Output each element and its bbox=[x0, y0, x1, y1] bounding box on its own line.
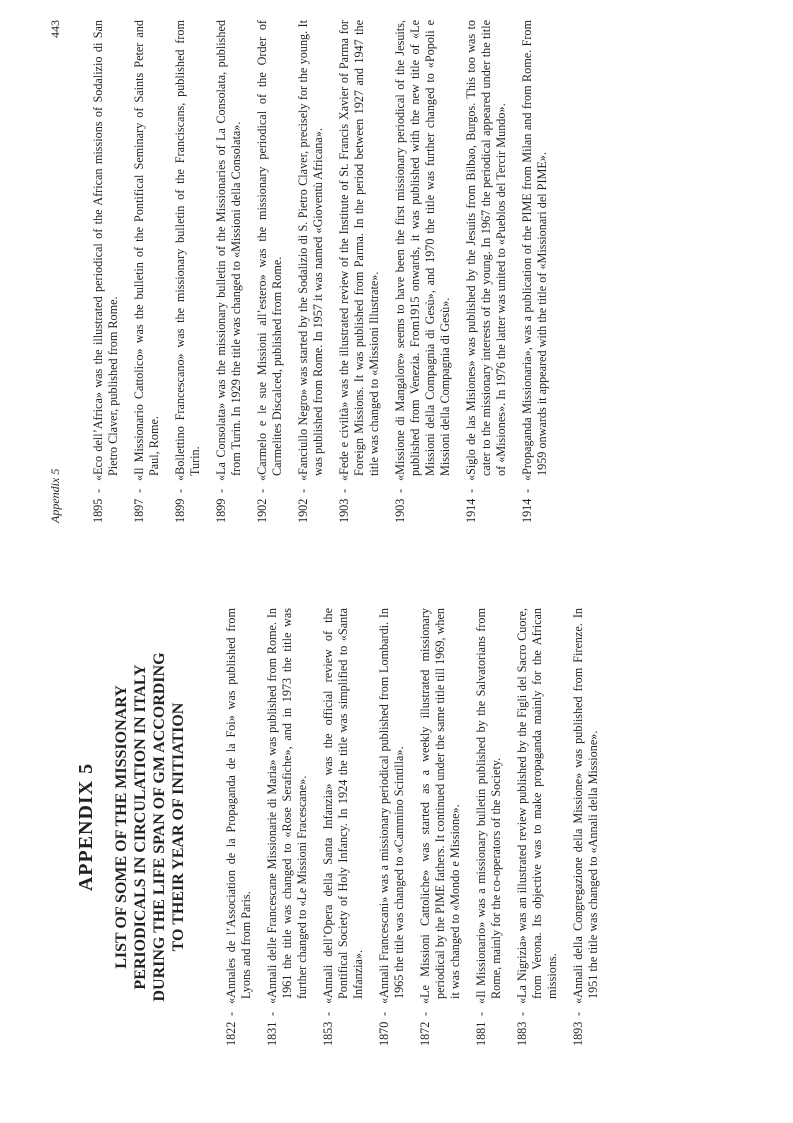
entry-year: 1903 bbox=[337, 498, 351, 523]
entry-dash: - bbox=[377, 1011, 391, 1016]
entry-dash: - bbox=[255, 488, 269, 493]
periodical-entry bbox=[255, 20, 285, 523]
heading-line: PERIODICALS IN CIRCULATION IN ITALY bbox=[132, 664, 149, 990]
entry-year: 1883 bbox=[515, 1021, 529, 1046]
entry-text: «Eco dell’Africa» was the illustrated periodical of the African missions of Sodalizio di San Pietro Claver, published from Rome. bbox=[91, 20, 120, 481]
periodical-entry bbox=[418, 608, 463, 1046]
left-page bbox=[0, 568, 793, 1123]
entry-year: 1870 bbox=[377, 1021, 391, 1046]
periodical-list-left bbox=[224, 608, 601, 1046]
entry-year: 1881 bbox=[474, 1021, 488, 1046]
entry-dash: - bbox=[91, 488, 105, 493]
periodical-entry bbox=[173, 20, 203, 523]
entry-text: «Fede e civiltà» was the illustrated review of the Institute of St. Francis Xavier of Parma for Foreign Missions. It was published from Parma. In the period between 1927 and 1947 the title was changed to «Missioni Illustrate». bbox=[337, 20, 381, 481]
entry-dash: - bbox=[296, 488, 310, 493]
periodical-entry bbox=[377, 608, 407, 1046]
periodical-entry bbox=[515, 608, 560, 1046]
entry-text: «Missione di Mangalore» seems to have been the first missionary periodical of the Jesuits, published from Venezia. From1915 onwards, it was published with the new title of «Le Missioni della Compagnia di Gesù», and 1970 the title was further changed to «Popoli e Missioni della Compagnia di Gesù». bbox=[393, 20, 452, 481]
entry-year: 1903 bbox=[393, 498, 407, 523]
periodical-entry bbox=[321, 608, 366, 1046]
entry-text: «Carmelo e le sue Missioni all’estero» was the missionary periodical of the Order of Carmelites Discalced, published from Rome. bbox=[255, 20, 284, 481]
entry-text: «Annales de l’Association de la Propaganda de la Foi» was published from Lyons and from Paris. bbox=[224, 608, 253, 1004]
right-page bbox=[0, 0, 793, 553]
running-title: Appendix 5 bbox=[48, 468, 62, 523]
periodical-entry bbox=[214, 20, 244, 523]
entry-dash: - bbox=[464, 488, 478, 493]
heading-line: LIST OF SOME OF THE MISSIONARY bbox=[113, 685, 130, 969]
periodical-entry bbox=[265, 608, 310, 1046]
entry-text: «Annali Francescani» was a missionary periodical published from Lombardi. In 1965 the title was changed to «Cammino Scintilla». bbox=[377, 608, 406, 1004]
heading-line: TO THEIR YEAR OF INITIATION bbox=[170, 702, 187, 952]
appendix-title: APPENDIX 5 bbox=[75, 762, 97, 892]
entry-dash: - bbox=[265, 1011, 279, 1016]
periodical-list-right bbox=[91, 20, 550, 523]
entry-year: 1899 bbox=[173, 498, 187, 523]
periodical-entry bbox=[474, 608, 504, 1046]
entry-year: 1893 bbox=[571, 1021, 585, 1046]
periodical-entry bbox=[571, 608, 601, 1046]
entry-dash: - bbox=[132, 488, 146, 493]
entry-year: 1822 bbox=[224, 1021, 238, 1046]
entry-year: 1902 bbox=[255, 498, 269, 523]
entry-text: «Fanciullo Negro» was started by the Sodalizio di S. Pietro Claver, precisely for the young. It was published from Rome. In 1957 it was named «Gioventù Africana». bbox=[296, 20, 325, 481]
entry-text: «La Consolata» was the missionary bulletin of the Missionaries of La Consolata, published from Turin. In 1929 the title was changed to «Missioni della Consolata». bbox=[214, 20, 243, 481]
entry-text: «Annali della Congregazione della Missione» was published from Firenze. In 1951 the title was changed to «Annali della Missione». bbox=[571, 608, 600, 1004]
entry-dash: - bbox=[224, 1011, 238, 1016]
running-header bbox=[48, 20, 68, 523]
entry-text: «Annali delle Francescane Missionarie di Maria» was published from Rome. In 1961 the title was changed to «Rose Serafiche», and in 1973 the title was further changed to «Le Missioni Fracescane». bbox=[265, 608, 309, 1004]
periodical-entry bbox=[132, 20, 162, 523]
entry-text: «La Nigrizia» was an illustrated review published by the Figli del Sacro Cuore, from Verona. Its objective was to make propaganda mainly for the African missions. bbox=[515, 608, 559, 1004]
entry-dash: - bbox=[474, 1011, 488, 1016]
entry-text: «Il Missionario» was a missionary bulletin published by the Salvatorians from Rome, mainly for the co-operators of the Society. bbox=[474, 608, 503, 1004]
entry-year: 1897 bbox=[132, 498, 146, 523]
entry-year: 1899 bbox=[214, 498, 228, 523]
entry-text: «Propaganda Missionaria», was a publication of the PIME from Milan and from Rome. From 1959 onwards it appeared with the title of «Missionari del PIME». bbox=[520, 20, 549, 481]
periodical-entry bbox=[337, 20, 382, 523]
entry-dash: - bbox=[321, 1011, 335, 1016]
entry-text: «Il Missionario Cattolico» was the bulletin of the Pontifical Seminary of Saints Peter and Paul, Rome. bbox=[132, 20, 161, 481]
entry-dash: - bbox=[520, 488, 534, 493]
heading-line: DURING THE LIFE SPAN OF GM ACCORDING bbox=[151, 652, 168, 1002]
periodical-entry bbox=[520, 20, 550, 523]
entry-year: 1831 bbox=[265, 1021, 279, 1046]
appendix-heading bbox=[112, 608, 188, 1046]
entry-dash: - bbox=[173, 488, 187, 493]
periodical-entry bbox=[91, 20, 121, 523]
periodical-entry bbox=[393, 20, 453, 523]
entry-text: «Annali dell’Opera della Santa Infanzia» was the official review of the Pontifical Society of Holy Infancy. In 1924 the title was simplified to «Santa Infanzia». bbox=[321, 608, 365, 1004]
entry-dash: - bbox=[418, 1011, 432, 1016]
entry-year: 1872 bbox=[418, 1021, 432, 1046]
entry-year: 1902 bbox=[296, 498, 310, 523]
entry-dash: - bbox=[571, 1011, 585, 1016]
entry-year: 1853 bbox=[321, 1021, 335, 1046]
entry-year: 1895 bbox=[91, 498, 105, 523]
entry-text: «Le Missioni Cattoliche» was started as a weekly illustrated missionary periodical by the PIME fathers. It continued under the same title till 1969, when it was changed to «Mondo e Missione». bbox=[418, 608, 462, 1004]
entry-dash: - bbox=[393, 488, 407, 493]
periodical-entry bbox=[224, 608, 254, 1046]
entry-dash: - bbox=[214, 488, 228, 493]
entry-year: 1914 bbox=[464, 498, 478, 523]
entry-dash: - bbox=[337, 488, 351, 493]
periodical-entry bbox=[464, 20, 509, 523]
periodical-entry bbox=[296, 20, 326, 523]
entry-text: «Bollettino Francescano» was the missionary bulletin of the Franciscans, published from Turin. bbox=[173, 20, 202, 481]
page-number: 443 bbox=[48, 20, 62, 38]
entry-dash: - bbox=[515, 1011, 529, 1016]
entry-year: 1914 bbox=[520, 498, 534, 523]
entry-text: «Siglo de las Misiones» was published by the Jesuits from Bilbao, Burgos. This too was to cater to the missionary interests of the young. In 1967 the periodical appeared under the title of «Misiones». In 1976 the latter was united to «Pueblos del Tercir Mundo». bbox=[464, 20, 508, 481]
